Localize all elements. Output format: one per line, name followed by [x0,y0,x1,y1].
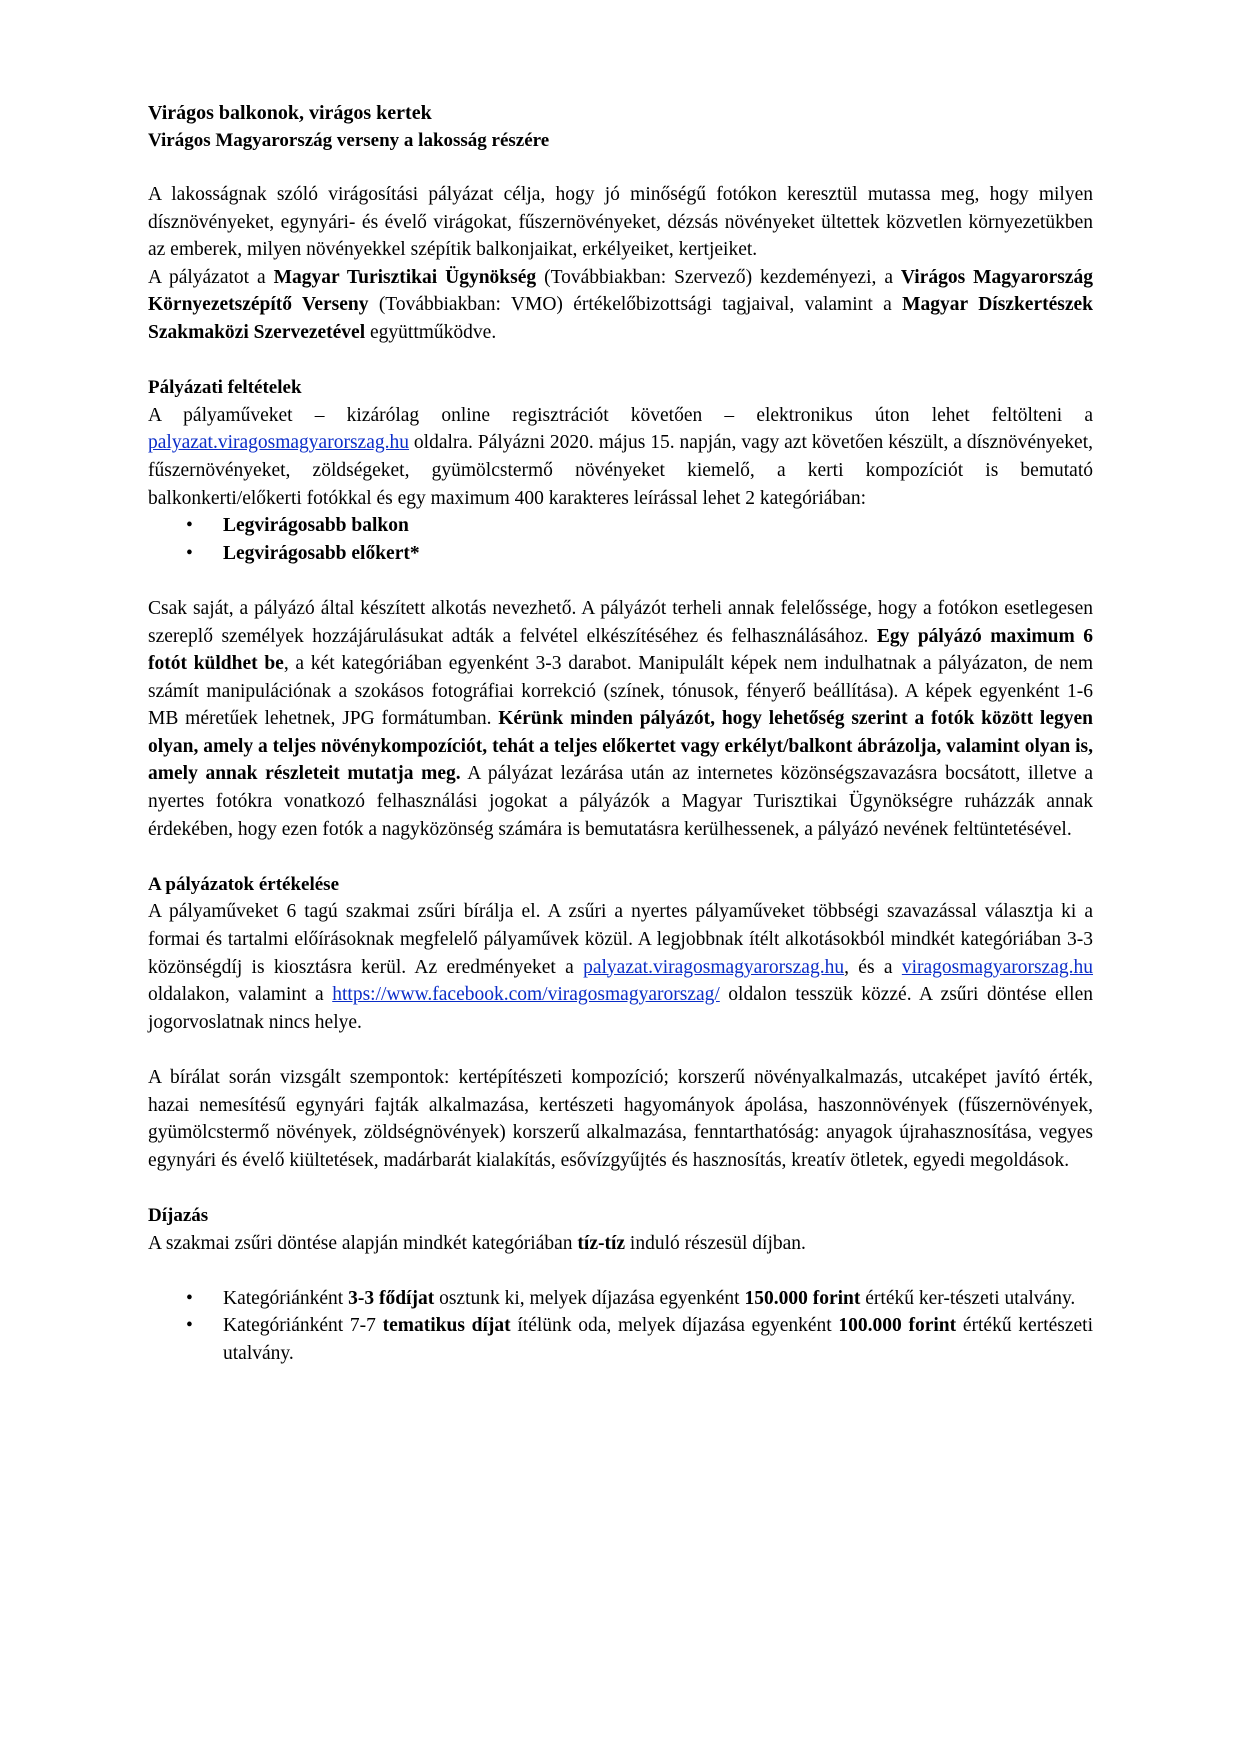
document-page [148,100,1093,1368]
facebook-link[interactable]: https://www.facebook.com/viragosmagyarorszag/ [332,984,720,1006]
list-item: • Kategóriánként 7-7 tematikus díjat ítélünk oda, melyek díjazása egyenként 100.000 forint értékű kertészeti utalvány. [148,1312,1093,1367]
conditions-paragraph: A pályaműveket – kizárólag online regisztrációt követően – elektronikus úton lehet feltölteni a palyazat.viragosmagyarorszag.hu oldalra. Pályázni 2020. május 15. napján, vagy azt követően készült, a dísznövényeket, fűszernövényeket, zöldségeket, gyümölcstermő növényeket kiemelő, a kerti kompozíciót is bemutató balkonkerti/előkerti fotókkal és egy maximum 400 karakteres leírással lehet 2 kategóriában: [148,404,1093,509]
prize-list [148,1285,1093,1368]
bullet-icon: • [186,542,193,564]
organizer-paragraph: A pályázatot a Magyar Turisztikai Ügynökség (Továbbiakban: Szervező) kezdeményezi, a Virágos Magyarország Környezetszépítő Verseny (Továbbiakban: VMO) értékelőbizottsági tagjaival, valamint a Magyar Díszkertészek Szakmaközi Szervezetével együttműködve. [148,266,1094,343]
bullet-icon: • [186,1287,193,1309]
prizes-paragraph: A szakmai zsűri döntése alapján mindkét kategóriában tíz-tíz induló részesül díjban. [148,1232,806,1254]
document-title: Virágos balkonok, virágos kertek [148,102,432,124]
document-subtitle: Virágos Magyarország verseny a lakosság részére [148,130,550,151]
conditions-heading: Pályázati feltételek [148,377,302,399]
rules-paragraph: Csak saját, a pályázó által készített alkotás nevezhető. A pályázót terheli annak felelőssége, hogy a fotókon esetlegesen szereplő személyek hozzájárulásukat adták a felvétel elkészítéséhez és felhasználásához. Egy pályázó maximum 6 fotót küldhet be, a két kategóriában egyenként 3-3 darabot. Manipulált képek nem indulhatnak a pályázaton, de nem számít manipulációnak a szokásos fotográfiai korrekció (színek, tónusok, fényerő beállítása). A képek egyenként 1-6 MB méretűek lehetnek, JPG formátumban. Kérünk minden pályázót, hogy lehetőség szerint a fotók között legyen olyan, amely a teljes növénykompozíciót, tehát a teljes előkertet vagy erkélyt/balkont ábrázolja, valamint olyan is, amely annak részleteit mutatja meg. A pályázat lezárása után az internetes közönségszavazásra bocsátott, illetve a nyertes fotókra vonatkozó felhasználási jogokat a pályázók a Magyar Turisztikai Ügynökségre ruházzák annak érdekében, hogy ezen fotók a nagyközönség számára is bemutatásra kerülhessenek, a pályázó nevének feltüntetésével. [148,597,1093,840]
criteria-paragraph: A bírálat során vizsgált szempontok: kertépítészeti kompozíció; korszerű növényalkalmazás, utcaképet javító érték, hazai nemesítésű egynyári fajták alkalmazása, kertészeti hagyományok ápolása, haszonnövények (fűszernövények, gyümölcstermő növények, zöldségnövények) korszerű alkalmazása, fenntarthatóság: anyagok újrahasznosítása, vegyes egynyári és évelő kiültetések, madárbarát kialakítás, esővízgyűjtés és hasznosítás, kreatív ötletek, egyedi megoldások. [148,1067,1093,1171]
list-item: • Legvirágosabb előkert* [148,540,1093,568]
evaluation-paragraph: A pályaműveket 6 tagú szakmai zsűri bírálja el. A zsűri a nyertes pályaműveket többségi szavazással választja ki a formai és tartalmi előírásoknak megfelelő pályaművek közül. A legjobbnak ítélt alkotásokból mindkét kategóriában 3-3 közönségdíj is kiosztásra kerül. Az eredményeket a palyazat.viragosmagyarorszag.hu, és a viragosmagyarorszag.hu oldalakon, valamint a https://www.facebook.com/viragosmagyarorszag/ oldalon tesszük közzé. A zsűri döntése ellen jogorvoslatnak nincs helye. [148,901,1093,1033]
palyazat-link[interactable]: palyazat.viragosmagyarorszag.hu [583,956,845,978]
bullet-icon: • [186,1315,193,1337]
list-item: • Legvirágosabb balkon [148,512,1093,540]
list-item: • Kategóriánként 3-3 fődíjat osztunk ki, melyek díjazása egyenként 150.000 forint értékű ker-tészeti utalvány. [148,1285,1093,1313]
viragosmagyarorszag-link[interactable]: viragosmagyarorszag.hu [901,956,1093,978]
prizes-heading: Díjazás [148,1204,209,1226]
intro-paragraph: A lakosságnak szóló virágosítási pályázat célja, hogy jó minőségű fotókon keresztül mutassa meg, hogy milyen dísznövényeket, egynyári- és évelő virágokat, fűszernövényeket, dézsás növényeket ültettek közvetlen környezetükben az emberek, milyen növényekkel szépítik balkonjaikat, erkélyeiket, kertjeiket. [148,184,1093,261]
palyazat-link[interactable]: palyazat.viragosmagyarorszag.hu [148,432,409,454]
category-list [148,512,1093,567]
evaluation-heading: A pályázatok értékelése [148,873,340,895]
bullet-icon: • [186,515,193,537]
